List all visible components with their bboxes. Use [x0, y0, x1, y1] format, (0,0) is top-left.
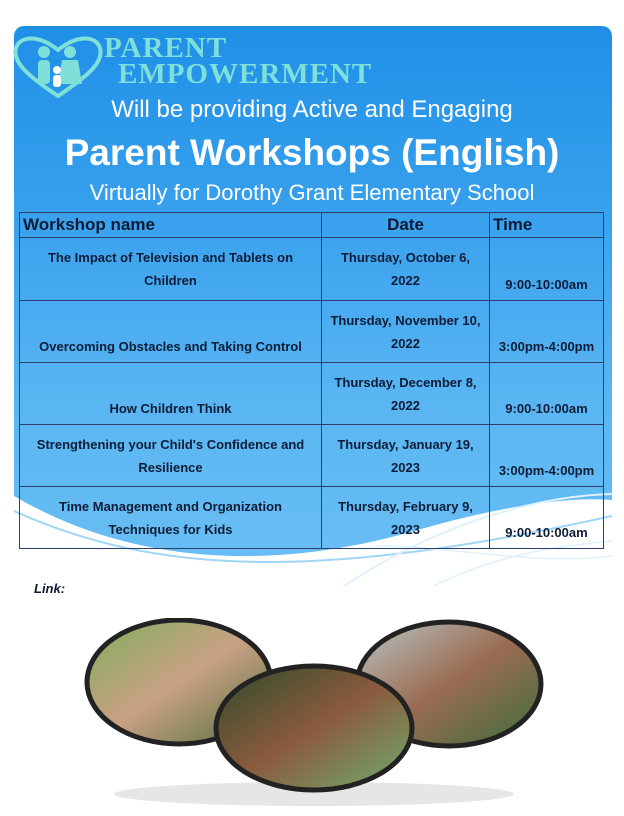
column-header-date: Date	[322, 213, 490, 238]
column-header-time: Time	[490, 213, 604, 238]
workshop-time: 9:00-10:00am	[490, 363, 604, 425]
workshop-time: 9:00-10:00am	[490, 487, 604, 549]
table-row	[20, 487, 604, 549]
photo-mother-child	[216, 666, 412, 790]
workshop-time: 3:00pm-4:00pm	[490, 425, 604, 487]
workshop-time: 9:00-10:00am	[490, 238, 604, 301]
workshop-date: Thursday, January 19, 2023	[322, 425, 490, 487]
workshop-date: Thursday, February 9, 2023	[322, 487, 490, 549]
brand-line-2: EMPOWERMENT	[118, 58, 373, 90]
table-row	[20, 425, 604, 487]
table-row	[20, 363, 604, 425]
table-row	[20, 238, 604, 301]
workshop-table	[19, 212, 604, 549]
link-label: Link:	[34, 581, 66, 596]
workshop-name: The Impact of Television and Tablets on Children	[20, 238, 322, 301]
workshop-name: How Children Think	[20, 363, 322, 425]
family-photos	[84, 618, 544, 808]
table-header-row	[20, 213, 604, 238]
workshop-name: Strengthening your Child's Confidence and Resilience	[20, 425, 322, 487]
table-row	[20, 301, 604, 363]
workshop-time: 3:00pm-4:00pm	[490, 301, 604, 363]
subtitle: Will be providing Active and Engaging	[111, 96, 513, 123]
workshop-date: Thursday, December 8, 2022	[322, 363, 490, 425]
page-title: Parent Workshops (English)	[64, 132, 560, 173]
brand-line-1: PARENT	[104, 32, 228, 64]
tagline: Virtually for Dorothy Grant Elementary School	[89, 180, 535, 205]
workshop-name: Time Management and Organization Techniques for Kids	[20, 487, 322, 549]
column-header-workshop: Workshop name	[20, 213, 322, 238]
family-logo-icon	[10, 30, 106, 102]
workshop-date: Thursday, November 10, 2022	[322, 301, 490, 363]
workshop-date: Thursday, October 6, 2022	[322, 238, 490, 301]
workshop-name: Overcoming Obstacles and Taking Control	[20, 301, 322, 363]
